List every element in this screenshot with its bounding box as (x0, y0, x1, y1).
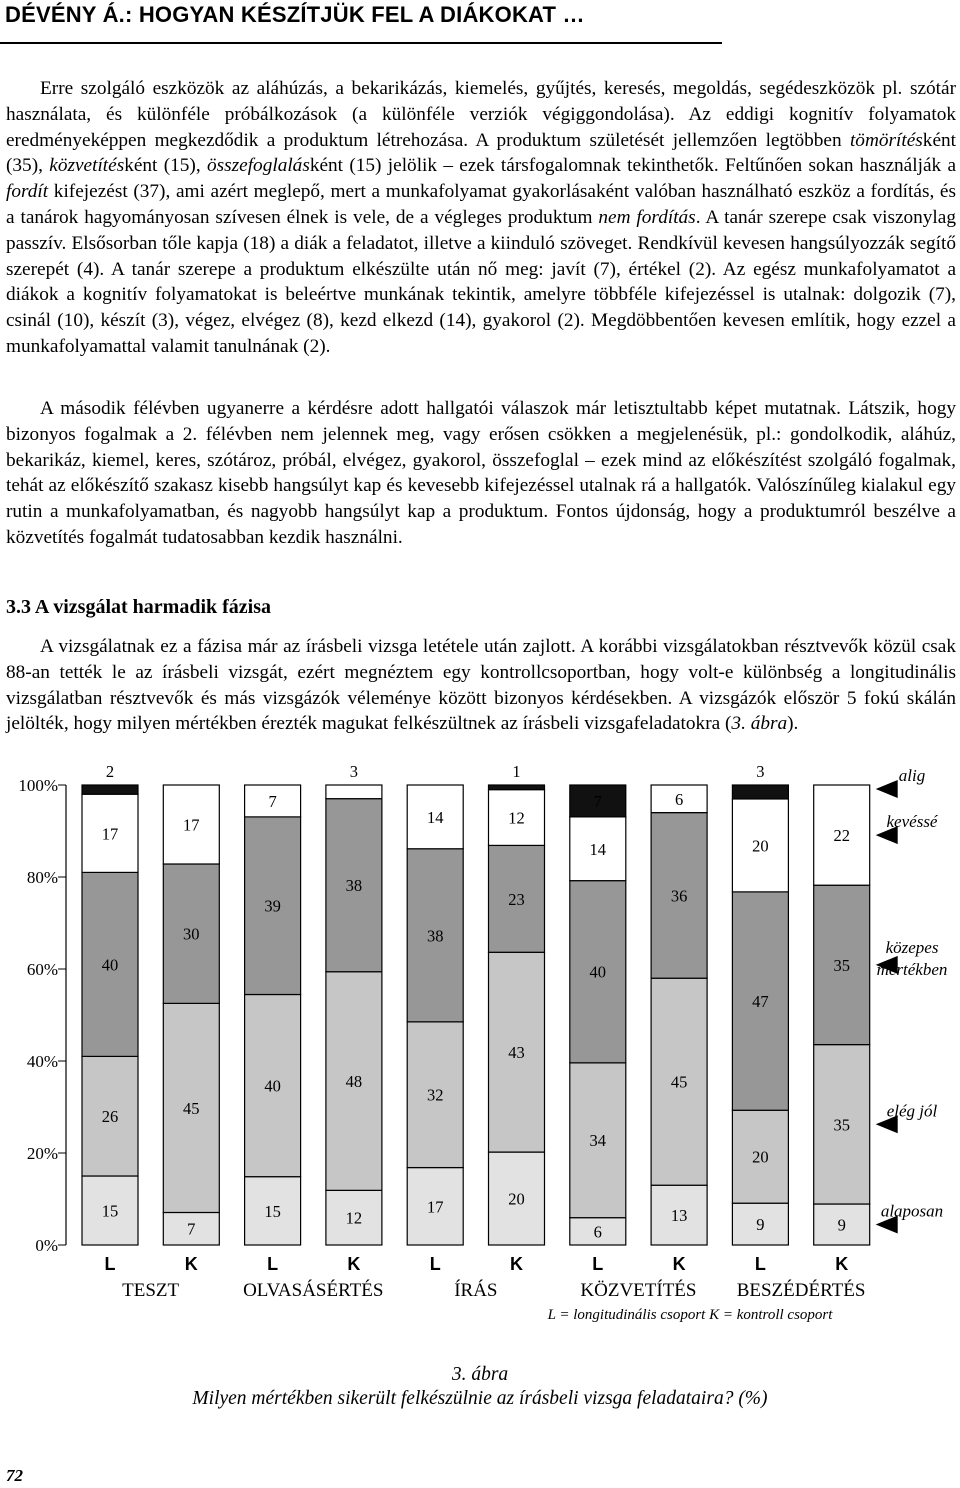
legend-label: alaposan (880, 1201, 944, 1221)
text-run: A vizsgálatnak ez a fázisa már az írásbeli vizsga letétele után zajlott. A korábbi vizsgálatokban résztvevők közül csak 88-an tették le az írásbeli vizsgát, ezért megnéztem egy kontrollcsoportban, hogy volt-e különbség a longitudinális vizsgálatban résztvevők és más vizsgázók véleménye között bizonyos kérdésekben. A vizsgázók először 5 fokú skálán jelölték, hogy milyen mértékben érezték magukat felkészültnek az írásbeli vizsgafeladatokra ( (6, 636, 956, 735)
data-label: 13 (670, 1206, 688, 1226)
chart-footnote: L = longitudinális csoport K = kontroll csoport (547, 1307, 833, 1323)
bar-segment (732, 785, 788, 799)
data-label: 47 (752, 992, 769, 1012)
bar-segment (82, 785, 138, 794)
category-label: TESZT (122, 1280, 180, 1301)
data-label: 40 (101, 955, 119, 975)
data-label: 26 (101, 1107, 119, 1127)
data-label: 17 (426, 1197, 444, 1217)
bar-group-letter: L (592, 1254, 604, 1274)
bar-group-letter: K (510, 1254, 523, 1274)
data-label: 35 (833, 955, 850, 975)
data-label: 1 (512, 762, 521, 781)
data-label: 34 (589, 1131, 607, 1151)
category-label: KÖZVETÍTÉS (580, 1280, 697, 1301)
data-label: 7 (187, 1219, 196, 1239)
text-run: ). (787, 713, 799, 735)
italic-term: 3. ábra (731, 713, 788, 735)
data-label: 14 (589, 839, 607, 859)
bar-segment (489, 785, 545, 790)
data-label: 7 (268, 791, 277, 811)
paragraph-2-text (6, 396, 956, 551)
data-label: 40 (264, 1076, 281, 1096)
y-tick-label: 100% (18, 776, 58, 795)
paragraph-1 (6, 76, 956, 360)
data-label: 45 (183, 1098, 200, 1118)
data-label: 9 (837, 1215, 846, 1235)
data-label: 14 (426, 807, 444, 827)
data-label: 20 (752, 836, 769, 856)
data-label: 9 (756, 1215, 765, 1235)
data-label: 30 (183, 924, 200, 944)
bar-group-letter: L (429, 1254, 441, 1274)
data-label: 15 (264, 1201, 281, 1221)
figure-label: 3. ábra (451, 1364, 509, 1385)
stacked-bar-chart (0, 755, 960, 1363)
header-rule (0, 42, 722, 44)
paragraph-3 (6, 634, 956, 737)
y-tick-label: 0% (35, 1236, 58, 1255)
data-label: 38 (345, 876, 363, 896)
data-label: 20 (752, 1147, 769, 1167)
legend-label: alig (898, 766, 926, 785)
bar-group-letter: L (754, 1254, 766, 1274)
data-label: 45 (670, 1072, 688, 1092)
data-label: 40 (589, 962, 607, 982)
data-label: 20 (508, 1189, 525, 1209)
category-label: ÍRÁS (454, 1280, 498, 1301)
data-label: 23 (508, 889, 525, 909)
data-label: 6 (674, 789, 684, 809)
data-label: 6 (593, 1222, 602, 1242)
bar-group-letter: L (267, 1254, 279, 1274)
data-label: 3 (349, 762, 359, 781)
italic-term: nem fordítás (598, 206, 696, 228)
text-run: ként (15), (124, 155, 207, 177)
text-run: Erre szolgáló eszközök az aláhúzás, a bekarikázás, kiemelés, gyűjtés, keresés, megoldás, segédeszközök pl. szótár használata, és különféle próbálkozások (a különféle verziók végiggondolása). Az eddigi kognitív folyamatok eredményeképpen megkezdődik a produktum létrehozása. A produktum születését jellemzően legtöbben (6, 78, 956, 151)
text-run: kifejezést (37), ami azért meglepő, mert a munkafolyamat gyakorlásaként valóban használható eszköz a fordítás, és a tanárok hagyományosan szívesen élnek is vele, de a végleges produktum (6, 181, 956, 228)
data-label: 15 (101, 1201, 119, 1221)
y-tick-label: 80% (26, 868, 58, 887)
legend-label: közepes (885, 937, 939, 957)
section-heading: 3.3 A vizsgálat harmadik fázisa (6, 596, 272, 618)
bar-group-letter: K (184, 1254, 198, 1274)
bar-group-letter: K (672, 1254, 686, 1274)
text-run: A második félévben ugyanerre a kérdésre adott hallgatói válaszok már letisztultabb képet mutatnak. Látszik, hogy bizonyos fogalmak a 2. félévben nem jelennek meg, vagy erősen csökken a megjelenésük, pl.: gondolkodik, aláhúz, bekarikáz, kiemel, keres, szótároz, próbál, elvégez, gyakorol, összefoglal – ezek mind az előkészítést szolgáló fogalmak, tehát az előkészítő szakasz kisebb hangsúlyt kap és kevesebb kifejezéssel utalnak rá a hallgatók. Valószínűleg kialakul egy rutin a munkafolyamatban, és nagyobb hangsúlyt kap a produktum. Fontos újdonság, hogy a produktumról beszélve a közvetítés fogalmát tudatosabban kezdik használni. (6, 398, 956, 548)
bar-segment (326, 785, 382, 799)
y-tick-label: 20% (26, 1144, 58, 1163)
data-label: 39 (264, 896, 281, 916)
italic-term: összefoglalás (206, 155, 310, 177)
legend-label: kevéssé (886, 812, 938, 832)
category-label: OLVASÁSÉRTÉS (243, 1280, 384, 1301)
legend-label: mértékben (876, 959, 948, 979)
legend-label: elég jól (886, 1101, 938, 1121)
page-number: 72 (6, 1466, 23, 1485)
data-label: 7 (593, 791, 602, 811)
data-label: 2 (105, 762, 115, 781)
data-label: 38 (426, 926, 444, 946)
bar-group-letter: K (347, 1254, 361, 1274)
data-label: 3 (756, 762, 765, 781)
figure-caption: Milyen mértékben sikerült felkészülnie az írásbeli vizsga feladataira? (%) (192, 1388, 768, 1409)
data-label: 17 (183, 815, 200, 835)
italic-term: fordít (6, 181, 49, 203)
text-run: ként (35), (6, 129, 956, 177)
data-label: 17 (101, 824, 119, 844)
data-label: 12 (345, 1208, 363, 1228)
italic-term: tömörítés (849, 129, 923, 151)
paragraph-3-text (6, 634, 956, 737)
bar-group-letter: K (835, 1254, 849, 1274)
y-tick-label: 60% (26, 960, 58, 979)
data-label: 22 (833, 826, 850, 846)
bar-group-letter: L (104, 1254, 116, 1274)
data-label: 35 (833, 1115, 850, 1135)
text-run: ként (15) jelölik – ezek társfogalomnak tekinthetők. Feltűnően sokan használják a (309, 155, 957, 177)
running-header: DÉVÉNY Á.: HOGYAN KÉSZÍTJÜK FEL A DIÁKOKAT … (5, 2, 585, 27)
legend-arrowhead (876, 780, 898, 798)
data-label: 43 (508, 1043, 525, 1063)
category-label: BESZÉDÉRTÉS (736, 1280, 866, 1301)
text-run: . A tanár szerepe csak viszonylag passzív. Elsősorban tőle kapja (18) a diák a feladatot, illetve a kiinduló szöveget. Rendkívül kevesen hangsúlyozzák segítő szerepét (4). A tanár szerepe a produktum elkészülte után nő meg: javít (7), értékel (2). Az egész munkafolyamatot a diákok a kognitív folyamatokat is beleértve munkának tekintik, amelyre többféle kifejezéssel is utalnak: dolgozik (7), csinál (10), készít (3), végez, elvégez (8), kezd elkezd (14), gyakorol (2). Megdöbbentően kevesen említik, hogy ezzel a munkafolyamattal valamit tanulnának (2). (6, 206, 956, 357)
data-label: 48 (345, 1072, 363, 1092)
data-label: 12 (508, 808, 525, 828)
paragraph-2 (6, 396, 956, 551)
y-tick-label: 40% (26, 1052, 58, 1071)
italic-term: közvetítés (49, 155, 125, 177)
data-label: 36 (670, 886, 688, 906)
data-label: 32 (426, 1085, 444, 1105)
paragraph-1-text (6, 76, 956, 360)
